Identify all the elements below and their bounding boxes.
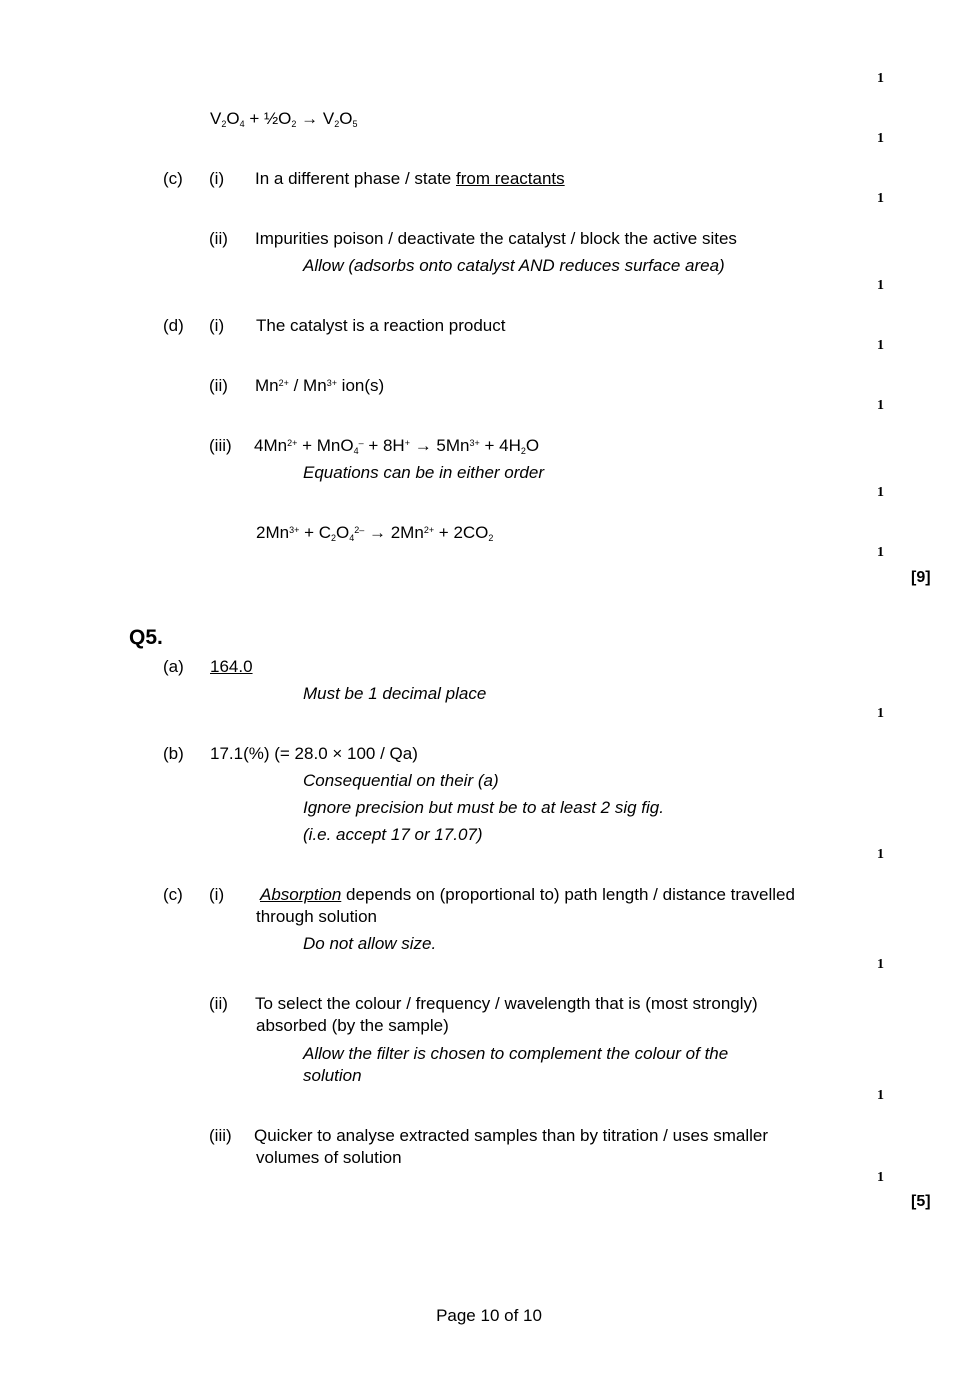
mark: 1 bbox=[877, 545, 884, 560]
mark: 1 bbox=[877, 398, 884, 413]
part-label: (c) bbox=[163, 169, 183, 188]
subpart-label: (i) bbox=[209, 169, 225, 188]
part-label: (d) bbox=[163, 316, 184, 335]
answer-text: 17.1(%) (= 28.0 × 100 / Qa) bbox=[210, 744, 418, 763]
question-total: [9] bbox=[911, 569, 931, 586]
answer-text: through solution bbox=[256, 907, 377, 926]
mark: 1 bbox=[877, 131, 884, 146]
answer-text: 164.0 bbox=[210, 657, 253, 676]
subpart-label: (ii) bbox=[209, 229, 228, 248]
answer-text: Quicker to analyse extracted samples than by titration / uses smaller bbox=[254, 1126, 769, 1145]
marking-note: Do not allow size. bbox=[303, 934, 437, 953]
part-label: (a) bbox=[163, 657, 184, 676]
answer-text: To select the colour / frequency / wavelength that is (most strongly) bbox=[255, 994, 758, 1013]
equation-mn-oxidation: $4Mn^{2+} + MnO_4^- + 8H^+ \to 5Mn^{3+} + 4H_2O$ bbox=[254, 436, 540, 456]
part-label: (b) bbox=[163, 744, 184, 763]
marking-note: Equations can be in either order bbox=[303, 463, 544, 482]
marking-note: Allow the filter is chosen to complement the colour of the bbox=[303, 1044, 729, 1063]
mark: 1 bbox=[877, 338, 884, 353]
question-total: [5] bbox=[911, 1193, 931, 1210]
answer-text: In a different phase / state from reactants bbox=[255, 169, 565, 188]
answer-text: Impurities poison / deactivate the catalyst / block the active sites bbox=[255, 229, 737, 248]
mark: 1 bbox=[877, 278, 884, 293]
mark: 1 bbox=[877, 1170, 884, 1185]
subpart-label: (ii) bbox=[209, 994, 228, 1013]
mark: 1 bbox=[877, 71, 884, 86]
page-number: Page 10 of 10 bbox=[436, 1306, 542, 1325]
subpart-label: (i) bbox=[209, 316, 225, 335]
mark: 1 bbox=[877, 706, 884, 721]
answer-text: $Mn^{2+} / Mn^{3+}$ ion(s) bbox=[255, 376, 385, 395]
answer-text: absorbed (by the sample) bbox=[256, 1016, 449, 1035]
marking-note: Allow (adsorbs onto catalyst AND reduces surface area) bbox=[303, 256, 725, 275]
marking-note: (i.e. accept 17 or 17.07) bbox=[303, 825, 483, 844]
equation-oxalate: $2Mn^{3+} + C_2O_4^{2-} \to 2Mn^{2+} + 2CO_2$ bbox=[256, 523, 494, 543]
subpart-label: (iii) bbox=[209, 436, 232, 455]
marking-note: Must be 1 decimal place bbox=[303, 684, 487, 703]
answer-text: Absorption depends on (proportional to) path length / distance travelled bbox=[260, 885, 795, 904]
mark: 1 bbox=[877, 847, 884, 862]
marking-note: Consequential on their (a) bbox=[303, 771, 499, 790]
mark: 1 bbox=[877, 957, 884, 972]
question-heading: Q5. bbox=[129, 626, 163, 649]
answer-text: volumes of solution bbox=[256, 1148, 402, 1167]
mark: 1 bbox=[877, 485, 884, 500]
subpart-label: (i) bbox=[209, 885, 225, 904]
answer-text: The catalyst is a reaction product bbox=[256, 316, 506, 335]
marking-note: Ignore precision but must be to at least 2 sig fig. bbox=[303, 798, 664, 817]
mark: 1 bbox=[877, 191, 884, 206]
subpart-label: (ii) bbox=[209, 376, 228, 395]
subpart-label: (iii) bbox=[209, 1126, 232, 1145]
mark: 1 bbox=[877, 1088, 884, 1103]
part-label: (c) bbox=[163, 885, 183, 904]
marking-note: solution bbox=[303, 1066, 362, 1085]
equation-v2o4-oxidation: $V_2O_4$ + $\frac{1}{2}O_2 \to V_2O_5$ bbox=[210, 109, 358, 129]
